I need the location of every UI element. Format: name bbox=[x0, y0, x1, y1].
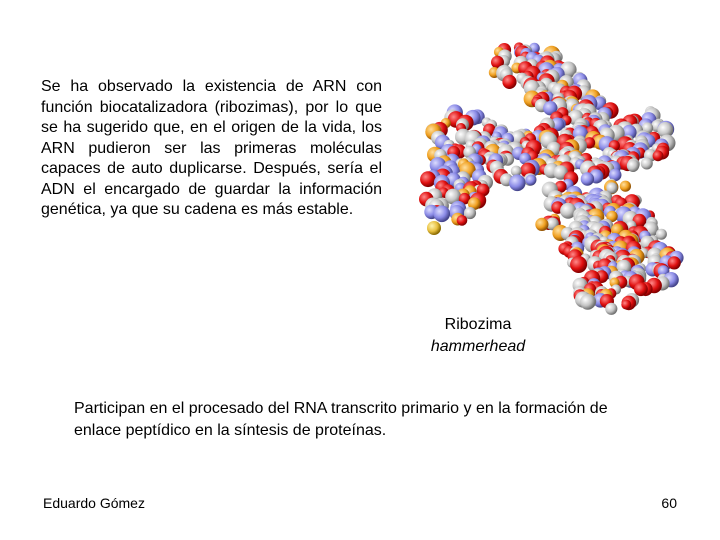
bottom-paragraph: Participan en el procesado del RNA transcrito primario y en la formación de enlace peptídico en la síntesis de proteínas. bbox=[74, 400, 608, 439]
atom-sphere bbox=[526, 175, 537, 186]
atom-sphere bbox=[653, 150, 664, 161]
atom-sphere bbox=[570, 256, 587, 273]
atom-sphere bbox=[434, 206, 451, 223]
molecule-caption bbox=[410, 314, 546, 358]
atom-sphere bbox=[581, 172, 594, 185]
atom-sphere bbox=[535, 218, 548, 231]
atom-sphere bbox=[580, 294, 595, 309]
page-number: 60 bbox=[661, 495, 677, 511]
intro-paragraph: Se ha observado la existencia de ARN con función biocatalizadora (ribozimas), por lo que se ha sugerido que, en el origen de la vida, los ARN pudieron ser las primeras moléculas capaces de auto duplicarse. Después, sería el ADN el encargado de guardar la información genética, ya que su cadena es más estable. bbox=[41, 78, 382, 218]
atom-sphere bbox=[621, 300, 631, 310]
atom-sphere bbox=[605, 303, 617, 315]
atom-sphere bbox=[457, 215, 468, 226]
atom-sphere bbox=[420, 171, 436, 187]
atom-sphere bbox=[620, 181, 631, 192]
atom-sphere bbox=[668, 256, 681, 269]
atom-sphere bbox=[641, 158, 653, 170]
atom-sphere bbox=[427, 221, 441, 235]
atom-sphere bbox=[509, 175, 526, 192]
atom-cluster bbox=[419, 42, 684, 315]
atom-sphere bbox=[627, 160, 639, 172]
atom-sphere bbox=[502, 75, 516, 89]
atom-sphere bbox=[634, 282, 648, 296]
caption-line-2: hammerhead bbox=[430, 338, 526, 355]
author-name: Eduardo Gómez bbox=[43, 495, 145, 511]
caption-line-1: Ribozima bbox=[444, 316, 512, 333]
ribozyme-molecule-image bbox=[414, 40, 694, 320]
